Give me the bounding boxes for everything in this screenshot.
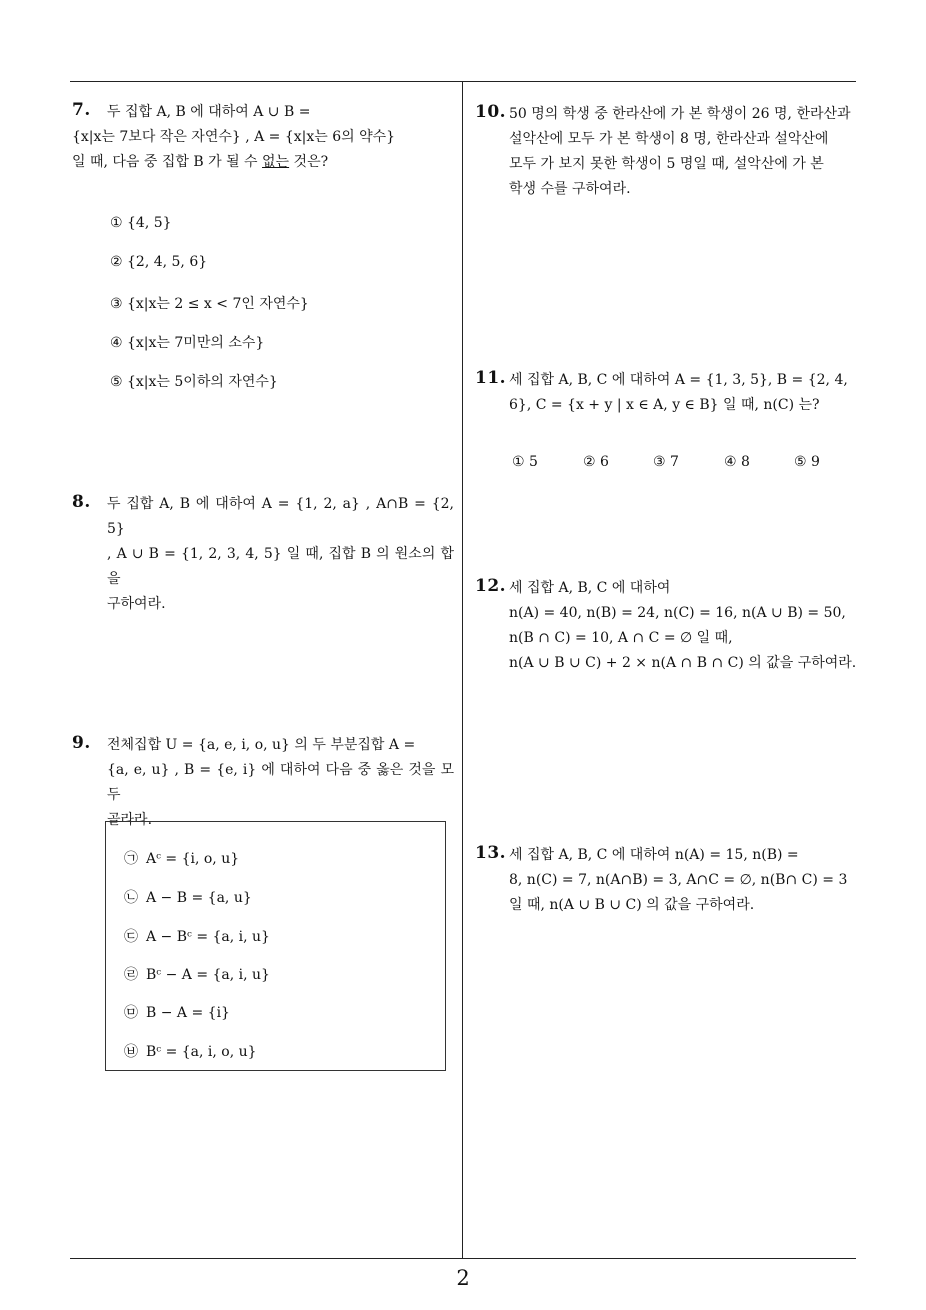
question-number: 10. <box>475 102 507 122</box>
question-line: 학생 수를 구하여라. <box>509 181 631 197</box>
question-line: 설악산에 모두 가 본 학생이 8 명, 한라산과 설악산에 <box>509 131 829 147</box>
question-text-cont <box>72 125 454 175</box>
question-text <box>107 492 454 617</box>
question-8 <box>72 492 454 617</box>
statement-5: ㉤ B − A = {i} <box>124 1005 230 1021</box>
statement-1: ㉠ Aᶜ = {i, o, u} <box>124 851 240 867</box>
question-line: {x|x는 7보다 작은 자연수} , A = {x|x는 6의 약수} <box>72 129 396 145</box>
column-divider <box>462 82 463 1258</box>
choice-1: ① {4, 5} <box>110 215 172 231</box>
choice-4: ④ 8 <box>724 454 750 470</box>
choice-4: ④ {x|x는 7미만의 소수} <box>110 335 265 351</box>
page-number: 2 <box>456 1266 470 1290</box>
question-13 <box>475 843 858 918</box>
choice-3: ③ {x|x는 2 ≤ x < 7인 자연수} <box>110 296 309 312</box>
question-line: {a, e, u} , B = {e, i} 에 대하여 다음 중 옳은 것을 모두 <box>107 762 454 803</box>
choice-3: ③ 7 <box>653 454 679 470</box>
question-text <box>509 102 858 202</box>
choice-5: ⑤ {x|x는 5이하의 자연수} <box>110 374 278 390</box>
choice-2: ② {2, 4, 5, 6} <box>110 254 208 270</box>
question-line: 구하여라. <box>107 596 166 612</box>
question-number: 9. <box>72 733 91 753</box>
question-text <box>107 100 454 125</box>
question-line: 모두 가 보지 못한 학생이 5 명일 때, 설악산에 가 본 <box>509 156 824 172</box>
question-text <box>509 576 858 676</box>
question-number: 11. <box>475 368 507 388</box>
question-line: 세 집합 A, B, C 에 대하여 n(A) = 15, n(B) = <box>509 847 799 863</box>
question-line: 6}, C = {x + y | x ∈ A, y ∈ B} 일 때, n(C) 는? <box>509 397 820 413</box>
question-7 <box>72 100 454 175</box>
statement-6: ㉥ Bᶜ = {a, i, o, u} <box>124 1044 257 1060</box>
question-number: 12. <box>475 576 507 596</box>
question-line: n(B ∩ C) = 10, A ∩ C = ∅ 일 때, <box>509 630 733 646</box>
question-text <box>107 733 454 758</box>
question-line: 일 때, 다음 중 집합 B 가 될 수 없는 것은? <box>72 154 329 170</box>
question-12 <box>475 576 858 676</box>
answer-choices <box>512 454 820 470</box>
statement-4: ㉣ Bᶜ − A = {a, i, u} <box>124 967 270 983</box>
underlined-word: 없는 <box>262 154 290 170</box>
question-line: n(A) = 40, n(B) = 24, n(C) = 16, n(A ∪ B) = 50, <box>509 605 846 621</box>
question-line: 8, n(C) = 7, n(A∩B) = 3, A∩C = ∅, n(B∩ C) = 3 <box>509 872 848 888</box>
question-10 <box>475 102 858 202</box>
question-line: 세 집합 A, B, C 에 대하여 A = {1, 3, 5}, B = {2, 4, <box>509 372 848 388</box>
question-number: 7. <box>72 100 91 120</box>
choice-5: ⑤ 9 <box>794 454 820 470</box>
question-text <box>509 843 858 918</box>
question-line: 두 집합 A, B 에 대하여 A = {1, 2, a} , A∩B = {2, 5} <box>107 496 454 537</box>
question-11 <box>475 368 858 418</box>
question-text <box>509 368 858 418</box>
question-line: 50 명의 학생 중 한라산에 가 본 학생이 26 명, 한라산과 <box>509 106 851 122</box>
statement-3: ㉢ A − Bᶜ = {a, i, u} <box>124 929 270 945</box>
question-9 <box>72 733 454 833</box>
question-line: 세 집합 A, B, C 에 대하여 <box>509 580 671 596</box>
top-rule <box>70 81 856 82</box>
question-line: n(A ∪ B ∪ C) + 2 × n(A ∩ B ∩ C) 의 값을 구하여라. <box>509 655 857 671</box>
question-number: 8. <box>72 492 91 512</box>
question-line: , A ∪ B = {1, 2, 3, 4, 5} 일 때, 집합 B 의 원소의 합을 <box>107 546 454 587</box>
statement-box <box>105 821 446 1071</box>
question-line: 두 집합 A, B 에 대하여 A ∪ B = <box>107 104 311 120</box>
bottom-rule <box>70 1258 856 1259</box>
question-line: 일 때, n(A ∪ B ∪ C) 의 값을 구하여라. <box>509 897 755 913</box>
question-line: 전체집합 U = {a, e, i, o, u} 의 두 부분집합 A = <box>107 737 416 753</box>
choice-2: ② 6 <box>583 454 609 470</box>
question-number: 13. <box>475 843 507 863</box>
statement-2: ㉡ A − B = {a, u} <box>124 890 252 906</box>
question-line: 골라라. <box>107 812 153 828</box>
choice-1: ① 5 <box>512 454 538 470</box>
